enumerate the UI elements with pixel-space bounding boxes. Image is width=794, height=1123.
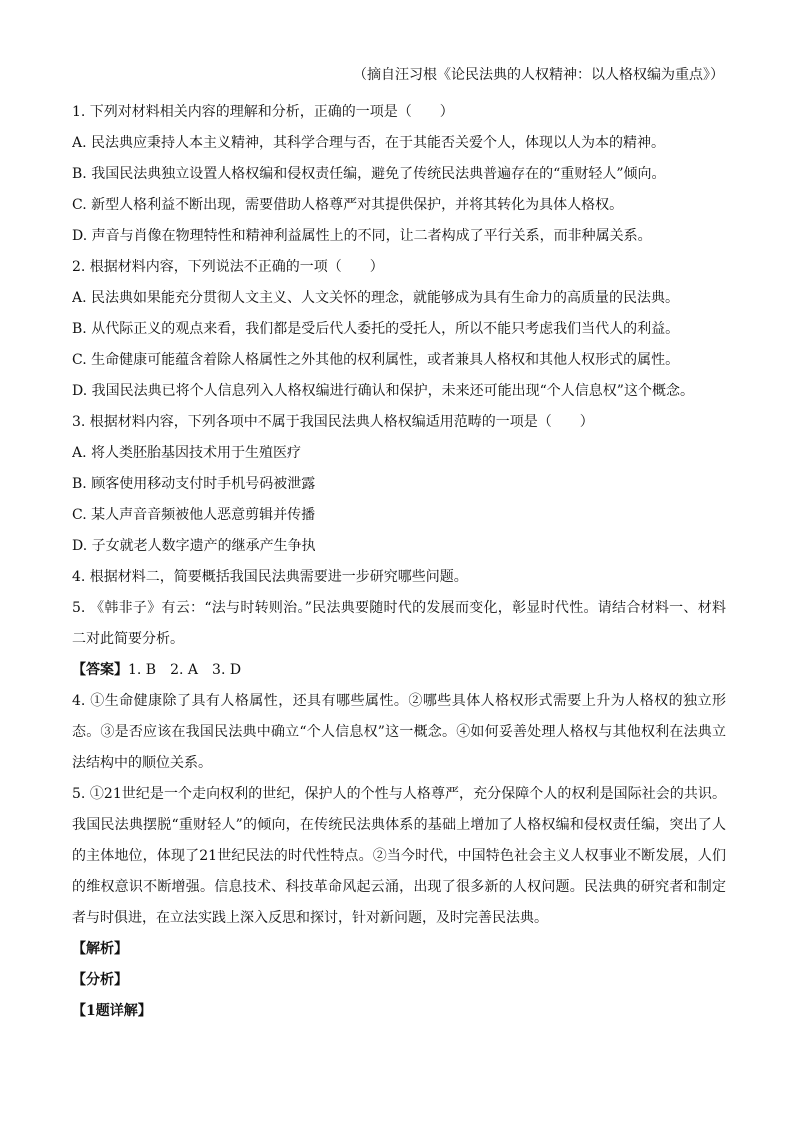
source-citation: （摘自汪习根《论民法典的人权精神：以人格权编为重点》） — [353, 67, 724, 83]
question-2-option-c: C. 生命健康可能蕴含着除人格属性之外其他的权利属性，或者兼具人格权和其他人权形式的属性。 — [72, 352, 680, 368]
question-1-stem: 1. 下列对材料相关内容的理解和分析，正确的一项是（ ） — [72, 104, 454, 120]
question-1-option-a: A. 民法典应秉持人本主义精神，其科学合理与否，在于其能否关爱个人，体现以人为本的精神。 — [72, 135, 666, 151]
question-4: 4. 根据材料二，简要概括我国民法典需要进一步研究哪些问题。 — [72, 569, 468, 585]
answer-tag: 【答案】 — [72, 662, 128, 678]
analysis-detail-tag: 【1题详解】 — [72, 1003, 152, 1019]
question-3-option-a: A. 将人类胚胎基因技术用于生殖医疗 — [72, 445, 302, 461]
analysis-tag: 【解析】 — [72, 941, 128, 957]
question-3-option-c: C. 某人声音音频被他人恶意剪辑并传播 — [72, 507, 316, 523]
answer-2: 2. A — [170, 662, 199, 678]
answer-4: 4. ①生命健康除了具有人格属性，还具有哪些属性。②哪些具体人格权形式需要上升为人格权的独立形态。③是否应该在我国民法典中确立“个人信息权”这一概念。④如何妥善处理人格权与其他权利在法典立法结构中的顺位关系。 — [72, 693, 726, 771]
document-body — [72, 97, 726, 1027]
question-1-option-d: D. 声音与肖像在物理特性和精神利益属性上的不同，让二者构成了平行关系，而非种属关系。 — [72, 228, 652, 244]
question-3-option-d: D. 子女就老人数字遗产的继承产生争执 — [72, 538, 316, 554]
question-2-option-d: D. 我国民法典已将个人信息列入人格权编进行确认和保护，未来还可能出现“个人信息权”这个概念。 — [72, 383, 694, 399]
question-3-option-b: B. 顾客使用移动支付时手机号码被泄露 — [72, 476, 316, 492]
question-2-option-a: A. 民法典如果能充分贯彻人文主义、人文关怀的理念，就能够成为具有生命力的高质量的民法典。 — [72, 290, 680, 306]
answer-3: 3. D — [212, 662, 242, 678]
question-1-option-c: C. 新型人格利益不断出现，需要借助人格尊严对其提供保护，并将其转化为具体人格权。 — [72, 197, 624, 213]
question-1-option-b: B. 我国民法典独立设置人格权编和侵权责任编，避免了传统民法典普遍存在的“重财轻人”倾向。 — [72, 166, 666, 182]
analysis-sub-tag: 【分析】 — [72, 972, 128, 988]
question-2-stem: 2. 根据材料内容，下列说法不正确的一项（ ） — [72, 259, 384, 275]
question-3-stem: 3. 根据材料内容，下列各项中不属于我国民法典人格权编适用范畴的一项是（ ） — [72, 414, 594, 430]
answer-5: 5. ①21世纪是一个走向权利的世纪，保护人的个性与人格尊严，充分保障个人的权利是国际社会的共识。我国民法典摆脱“重财轻人”的倾向，在传统民法典体系的基础上增加了人格权编和侵权责任编，突出了人的主体地位，体现了21世纪民法的时代性特点。②当今时代，中国特色社会主义人权事业不断发展，人们的维权意识不断增强。信息技术、科技革命风起云涌，出现了很多新的人权问题。民法典的研究者和制定者与时俱进，在立法实践上深入反思和探讨，针对新问题，及时完善民法典。 — [72, 786, 726, 926]
answer-1: 1. B — [128, 662, 157, 678]
answer-line — [72, 655, 726, 686]
question-2-option-b: B. 从代际正义的观点来看，我们都是受后代人委托的受托人，所以不能只考虑我们当代人的利益。 — [72, 321, 680, 337]
question-5: 5. 《韩非子》有云：“法与时转则治。”民法典要随时代的发展而变化，彰显时代性。请结合材料一、材料二对此简要分析。 — [72, 600, 726, 647]
